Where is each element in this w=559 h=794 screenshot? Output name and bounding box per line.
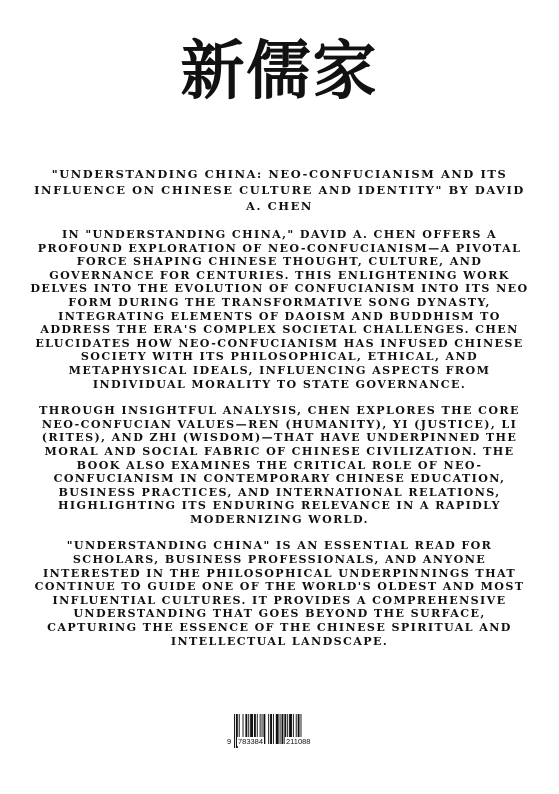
isbn-barcode: [224, 714, 334, 756]
barcode-bar: [268, 714, 269, 744]
barcode-bar: [273, 714, 274, 744]
isbn-right-group: 211088: [286, 737, 311, 746]
barcode-bar: [280, 714, 281, 744]
blurb-paragraph: "UNDERSTANDING CHINA" IS AN ESSENTIAL READ FOR SCHOLARS, BUSINESS PROFESSIONALS, AND ANYONE INTERESTED IN THE PHILOSOPHICAL UNDERPINNINGS THAT CONTINUE TO GUIDE ONE OF THE WORLD'S OLDEST AND MOST INFLUENTIAL CULTURES. IT PROVIDES A COMPREHENSIVE UNDERSTANDING THAT GOES BEYOND THE SURFACE, CAPTURING THE ESSENCE OF THE CHINESE SPIRITUAL AND INTELLECTUAL LANDSCAPE.: [34, 539, 525, 648]
blurb-paragraph: IN "UNDERSTANDING CHINA," DAVID A. CHEN OFFERS A PROFOUND EXPLORATION OF NEO-CONFUCIANISM—A PIVOTAL FORCE SHAPING CHINESE THOUGHT, CULTURE, AND GOVERNANCE FOR CENTURIES. THIS ENLIGHTENING WORK DELVES INTO THE EVOLUTION OF CONFUCIANISM INTO ITS NEO FORM DURING THE TRANSFORMATIVE SONG DYNASTY, INTEGRATING ELEMENTS OF DAOISM AND BUDDHISM TO ADDRESS THE ERA'S COMPLEX SOCIETAL CHALLENGES. CHEN ELUCIDATES HOW NEO-CONFUCIANISM HAS INFUSED CHINESE SOCIETY WITH ITS PHILOSOPHICAL, ETHICAL, AND METAPHYSICAL IDEALS, INFLUENCING ASPECTS FROM INDIVIDUAL MORALITY TO STATE GOVERNANCE.: [30, 228, 529, 391]
isbn-lead-digit: 9: [227, 737, 232, 746]
barcode-bar: [270, 714, 272, 744]
barcode-bar: [276, 714, 279, 744]
blurb-heading: "UNDERSTANDING CHINA: NEO-CONFUCIANISM AND ITS INFLUENCE ON CHINESE CULTURE AND IDENTITY" BY DAVID A. CHEN: [34, 167, 525, 213]
blurb-content: [30, 166, 529, 661]
cover-title: 新儒家: [180, 35, 379, 109]
blurb-paragraph: THROUGH INSIGHTFUL ANALYSIS, CHEN EXPLORES THE CORE NEO-CONFUCIAN VALUES—REN (HUMANITY), YI (JUSTICE), LI (RITES), AND ZHI (WISDOM)—THAT HAVE UNDERPINNED THE MORAL AND SOCIAL FABRIC OF CHINESE CIVILIZATION. THE BOOK ALSO EXAMINES THE CRITICAL ROLE OF NEO-CONFUCIANISM IN CONTEMPORARY CHINESE EDUCATION, BUSINESS PRACTICES, AND INTERNATIONAL RELATIONS, HIGHLIGHTING ITS ENDURING RELEVANCE IN A RAPIDLY MODERNIZING WORLD.: [39, 404, 520, 526]
barcode-bar: [234, 714, 235, 748]
barcode-bar: [282, 714, 284, 744]
isbn-left-group: 783384: [238, 737, 264, 746]
